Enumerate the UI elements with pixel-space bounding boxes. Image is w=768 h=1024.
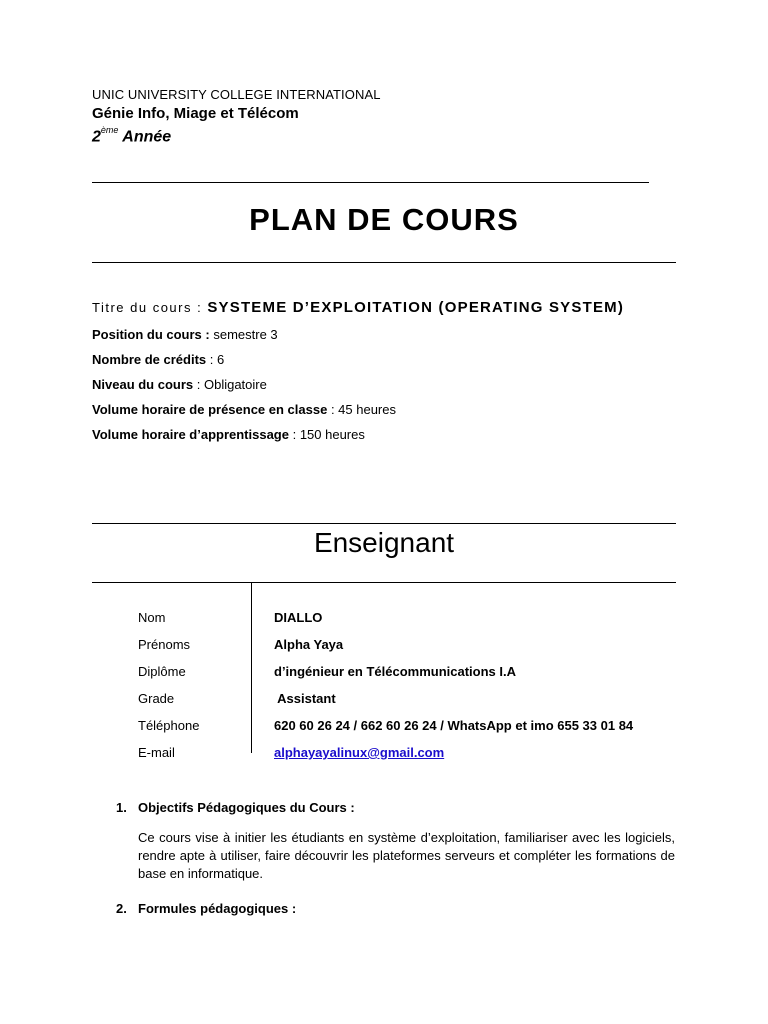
course-presence-value: : 45 heures: [327, 402, 396, 417]
course-learning-value: : 150 heures: [288, 427, 365, 442]
document-title: PLAN DE COURS: [249, 202, 519, 237]
section-heading: Objectifs Pédagogiques du Cours :: [138, 800, 355, 815]
teacher-row-label: Prénoms: [138, 637, 191, 652]
year-label: Année: [122, 128, 172, 146]
section-number: 1.: [116, 800, 127, 815]
year-superscript: ème: [100, 125, 119, 135]
year-number: 2: [92, 128, 101, 146]
teacher-row-label: Nom: [138, 610, 166, 625]
section-number: 2.: [116, 901, 127, 916]
teacher-email-link[interactable]: alphayayalinux@gmail.com: [274, 745, 445, 760]
course-title-label: Titre du cours :: [92, 300, 208, 315]
teacher-email-row: [274, 745, 444, 760]
teacher-row-value: 620 60 26 24 / 662 60 26 24 / WhatsApp et imo 655 33 01 84: [274, 718, 634, 733]
teacher-top-divider: [92, 523, 676, 524]
title-divider: [92, 262, 676, 263]
teacher-row-label: Grade: [138, 691, 175, 706]
section-heading: Formules pédagogiques :: [138, 901, 297, 916]
course-presence-hours: [92, 402, 396, 417]
teacher-row-value: DIALLO: [274, 610, 323, 625]
teacher-row-value: Alpha Yaya: [274, 637, 344, 652]
course-position-label: Position du cours :: [92, 327, 210, 342]
teacher-section-title: Enseignant: [313, 527, 455, 558]
teacher-row-label: Diplôme: [138, 664, 186, 679]
course-learning-label: Volume horaire d’apprentissage: [92, 427, 289, 442]
course-credits: [92, 352, 224, 367]
course-level-label: Niveau du cours: [92, 377, 194, 392]
objectives-paragraph: Ce cours vise à initier les étudiants en système d’exploitation, familiariser avec les logiciels, rendre apte à utiliser, faire découvrir les plateformes serveurs et compléter les formations de base en informatique.: [138, 830, 675, 881]
course-position: [92, 327, 278, 342]
course-title-value: SYSTEME D’EXPLOITATION (OPERATING SYSTEM): [207, 299, 625, 316]
teacher-row-label: E-mail: [138, 745, 175, 760]
teacher-bottom-divider: [92, 582, 676, 583]
course-presence-label: Volume horaire de présence en classe: [92, 402, 328, 417]
header-divider: [92, 182, 649, 183]
study-year: [92, 127, 171, 146]
university-name: UNIC UNIVERSITY COLLEGE INTERNATIONAL: [92, 87, 381, 102]
course-position-value: semestre 3: [209, 327, 278, 342]
course-level-value: : Obligatoire: [193, 377, 267, 392]
course-title-line: [92, 299, 624, 316]
teacher-table-divider: [251, 583, 252, 753]
teacher-row-value: d’ingénieur en Télécommunications I.A: [274, 664, 516, 679]
course-level: [92, 377, 267, 392]
course-learning-hours: [92, 427, 365, 442]
teacher-row-value: Assistant: [274, 691, 336, 706]
course-credits-label: Nombre de crédits: [92, 352, 207, 367]
course-credits-value: : 6: [206, 352, 225, 367]
teacher-row-label: Téléphone: [138, 718, 200, 733]
department-name: Génie Info, Miage et Télécom: [92, 105, 299, 122]
